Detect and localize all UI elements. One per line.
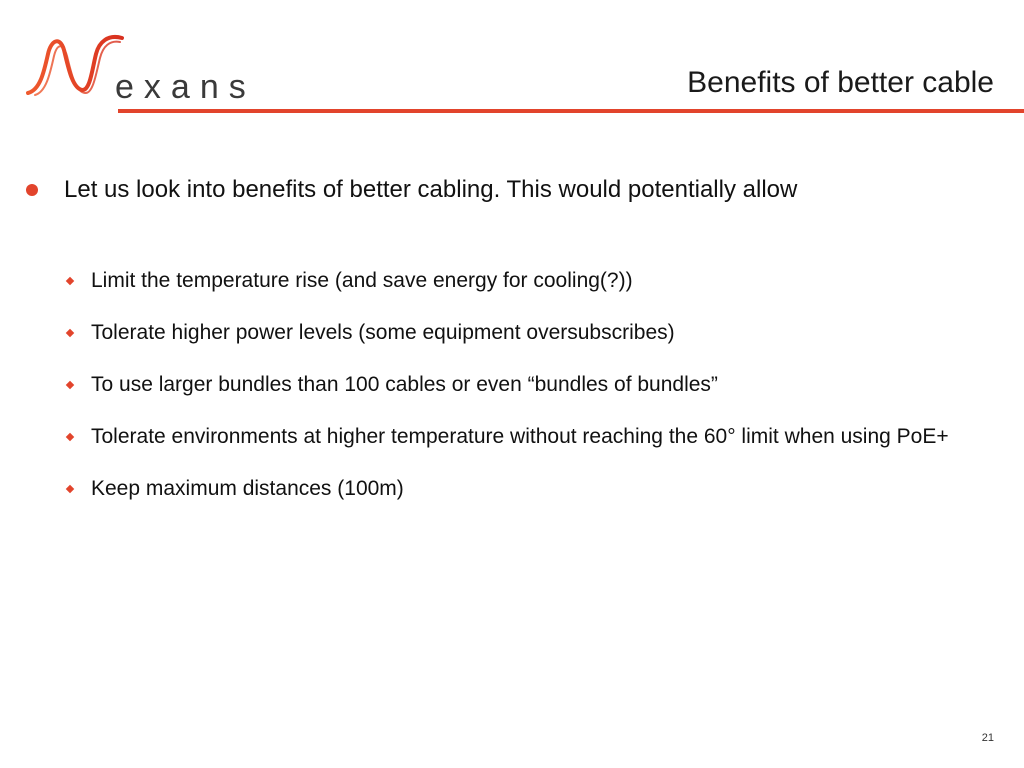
sub-bullet-text: To use larger bundles than 100 cables or even “bundles of bundles” — [91, 373, 718, 396]
diamond-bullet-icon — [66, 277, 74, 285]
sub-bullet-item — [64, 262, 964, 299]
sub-bullet-text: Tolerate higher power levels (some equipment oversubscribes) — [91, 321, 675, 344]
diamond-bullet-icon — [66, 485, 74, 493]
diamond-bullet-icon — [66, 381, 74, 389]
nexans-logo-graphic — [22, 30, 267, 105]
sub-bullet-item — [64, 418, 964, 455]
logo-wordmark: exans — [115, 68, 256, 105]
slide-title: Benefits of better cable — [687, 66, 994, 99]
diamond-bullet-icon — [66, 329, 74, 337]
sub-bullet-text: Limit the temperature rise (and save energy for cooling(?)) — [91, 269, 633, 292]
nexans-logo — [22, 30, 267, 105]
sub-bullet-text: Tolerate environments at higher temperature without reaching the 60° limit when using PoE+ — [91, 425, 949, 448]
sub-bullet-text: Keep maximum distances (100m) — [91, 477, 404, 500]
page-number: 21 — [981, 732, 994, 744]
title-divider — [118, 109, 1024, 113]
sub-bullet-item — [64, 470, 964, 507]
sub-bullet-list — [64, 262, 964, 522]
sub-bullet-item — [64, 314, 964, 351]
round-bullet-icon — [26, 184, 38, 196]
main-bullet-text: Let us look into benefits of better cabling. This would potentially allow — [64, 176, 798, 203]
sub-bullet-item — [64, 366, 964, 403]
diamond-bullet-icon — [66, 433, 74, 441]
